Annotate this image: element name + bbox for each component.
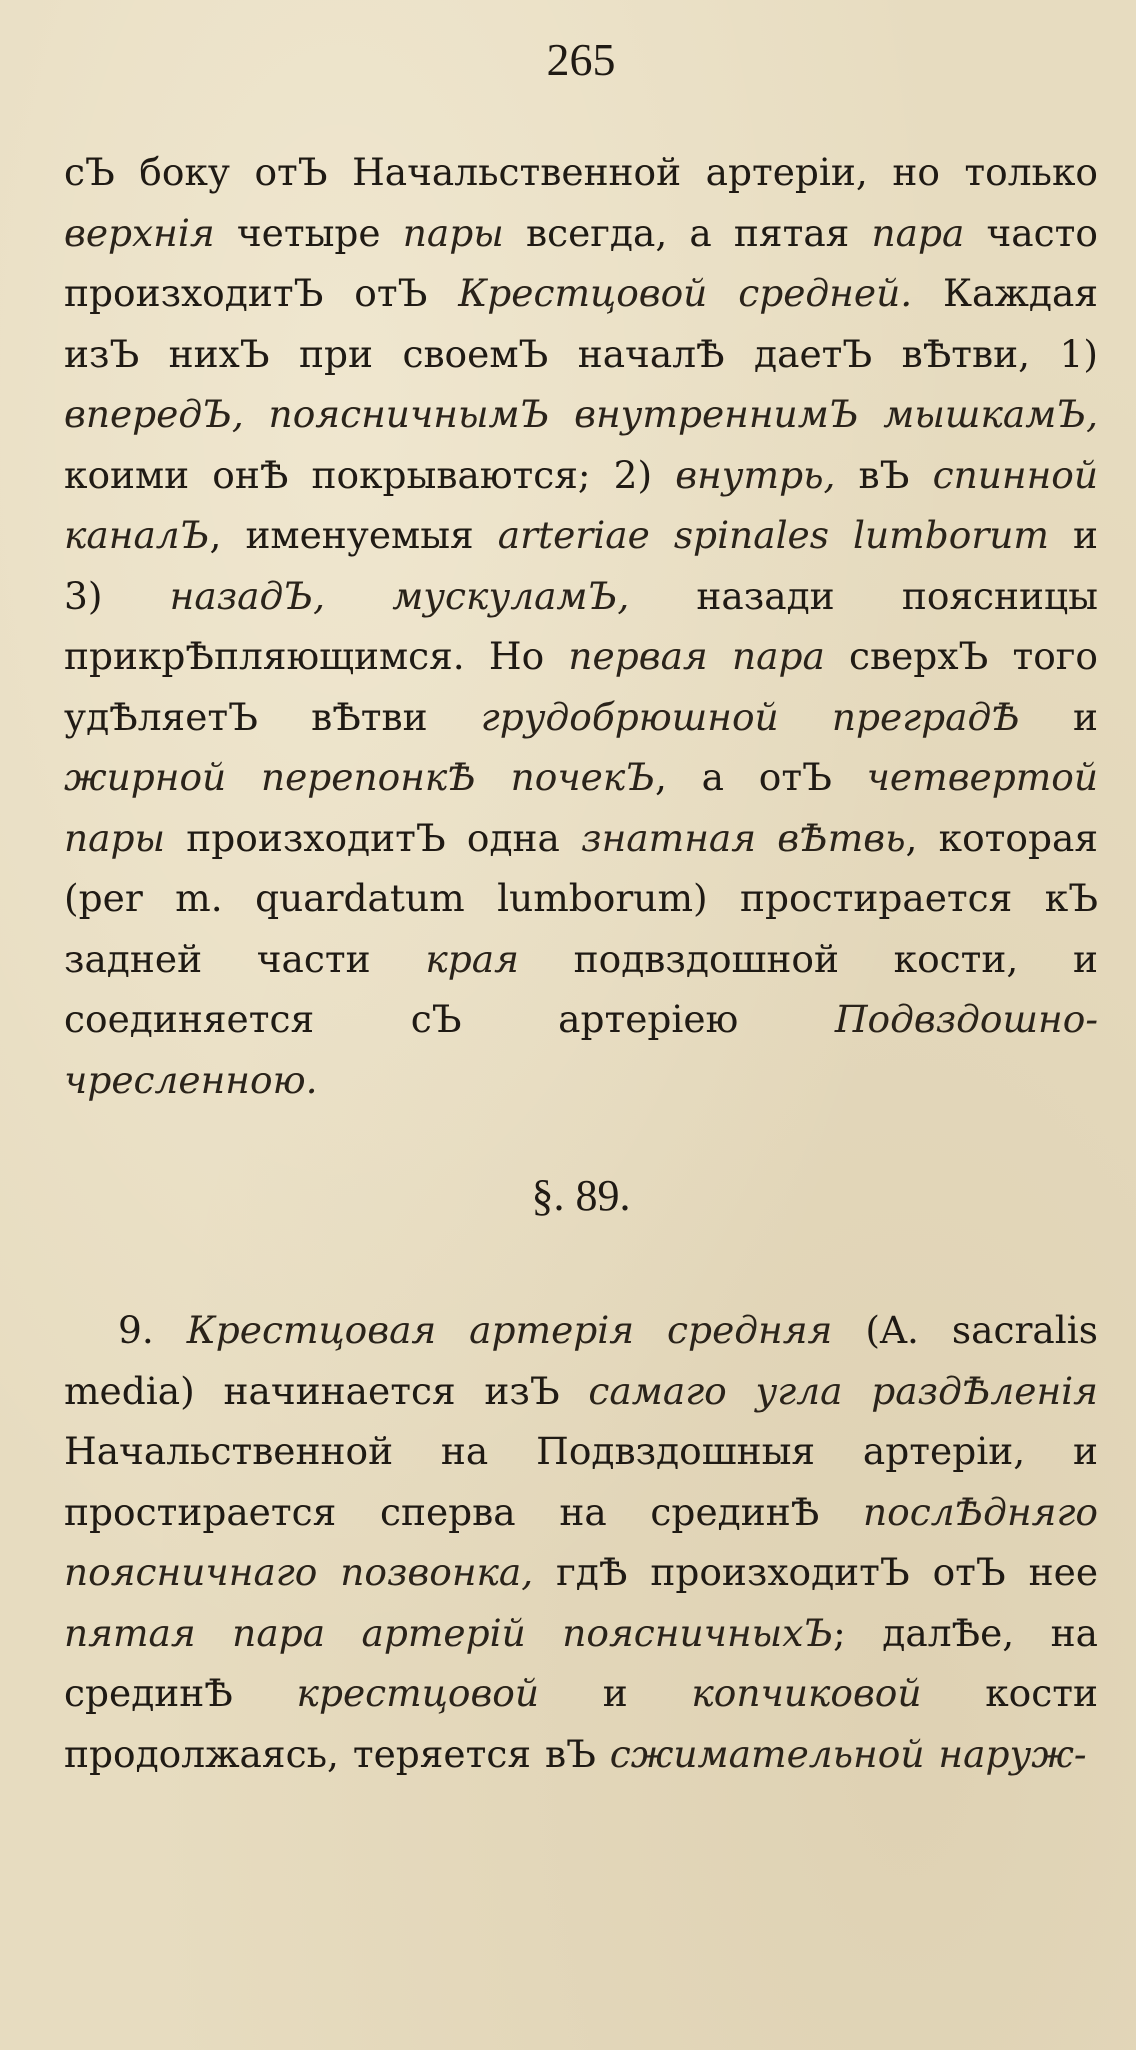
text-run: , именуемыя	[209, 513, 498, 557]
text-run: вЪ	[835, 452, 933, 497]
text-run: четыре	[214, 210, 403, 255]
italic-term: назадЪ,	[169, 573, 326, 618]
text-run	[325, 574, 392, 618]
text-run: подвздошной кости, и соединяется сЪ артеріею	[64, 936, 1098, 1041]
italic-term: Крестцовой средней.	[458, 271, 913, 315]
italic-term: верхнія	[64, 210, 215, 255]
latin-term: arteriae spinales lumborum	[497, 513, 1049, 557]
text-run: произходитЪ одна	[165, 815, 582, 860]
text-run: и	[539, 1671, 692, 1715]
italic-term: мускуламЪ,	[392, 573, 630, 618]
italic-term: жирной перепонкѢ почекЪ	[64, 755, 656, 799]
italic-term: внутрь,	[675, 452, 836, 497]
text-run: , а отЪ	[655, 755, 867, 799]
italic-term: сжимательной наруж-	[609, 1731, 1087, 1776]
italic-term: края	[425, 936, 519, 981]
italic-term: знатная вѢтвь	[581, 815, 906, 860]
italic-term: грудобрюшной преградѢ	[480, 694, 1020, 739]
text-run: сверхЪ того удѢляетЪ вѢтви	[64, 634, 1098, 739]
italic-term: копчиковой	[691, 1671, 922, 1715]
italic-term: четвертой пары	[64, 755, 1098, 860]
text-run: назади поясницы прикрѢпляющимся. Но	[64, 573, 1098, 678]
text-run: и 3)	[64, 513, 1098, 618]
text-run: кости продолжаясь, теряется вЪ	[64, 1671, 1098, 1776]
text-run: Каждая изЪ нихЪ при своемЪ началѢ даетЪ вѢтви, 1)	[64, 271, 1098, 376]
text-run: 9.	[118, 1308, 187, 1352]
italic-term: крестцовой	[296, 1671, 539, 1715]
text-run: часто произходитЪ отЪ	[64, 210, 1098, 315]
italic-term: спинной каналЪ	[64, 452, 1098, 557]
italic-term: пары	[402, 210, 504, 255]
paragraph-2	[64, 1300, 1098, 1784]
text-run: , которая (per m. quardatum lumborum) простирается кЪ задней части	[64, 815, 1098, 981]
text-run: всегда, а пятая	[503, 210, 872, 255]
italic-term: пятая пара артерій поясничныхЪ	[64, 1610, 834, 1655]
text-run: Начальственной на Подвздошныя артеріи, и простирается сперва на срединѢ	[64, 1429, 1098, 1534]
page-number: 265	[546, 34, 616, 85]
text-run: сЪ боку отЪ Начальственной артеріи, но только	[64, 150, 1098, 194]
italic-term: послѢдняго поясничнаго позвонка,	[64, 1489, 1098, 1594]
text-run: (A. sacralis media) начинается изЪ	[64, 1308, 1098, 1413]
italic-term: впередЪ, поясничнымЪ внутреннимЪ мышкамЪ,	[64, 392, 1098, 436]
text-run: ; далѢе, на срединѢ	[64, 1610, 1098, 1715]
italic-term: пара	[871, 210, 965, 255]
italic-term: Крестцовая артерія средняя	[186, 1308, 833, 1352]
italic-term: Подвздошно-чресленною.	[64, 997, 1098, 1102]
text-run: коими онѢ покрываются; 2)	[64, 452, 676, 497]
italic-term: самаго угла раздѢленія	[588, 1368, 1099, 1413]
text-run: и	[1019, 694, 1099, 739]
paragraph-1	[64, 142, 1098, 1110]
text-run: гдѢ произходитЪ отЪ нее	[533, 1550, 1099, 1594]
section-heading: §. 89.	[531, 1171, 631, 1220]
italic-term: первая пара	[568, 634, 825, 678]
